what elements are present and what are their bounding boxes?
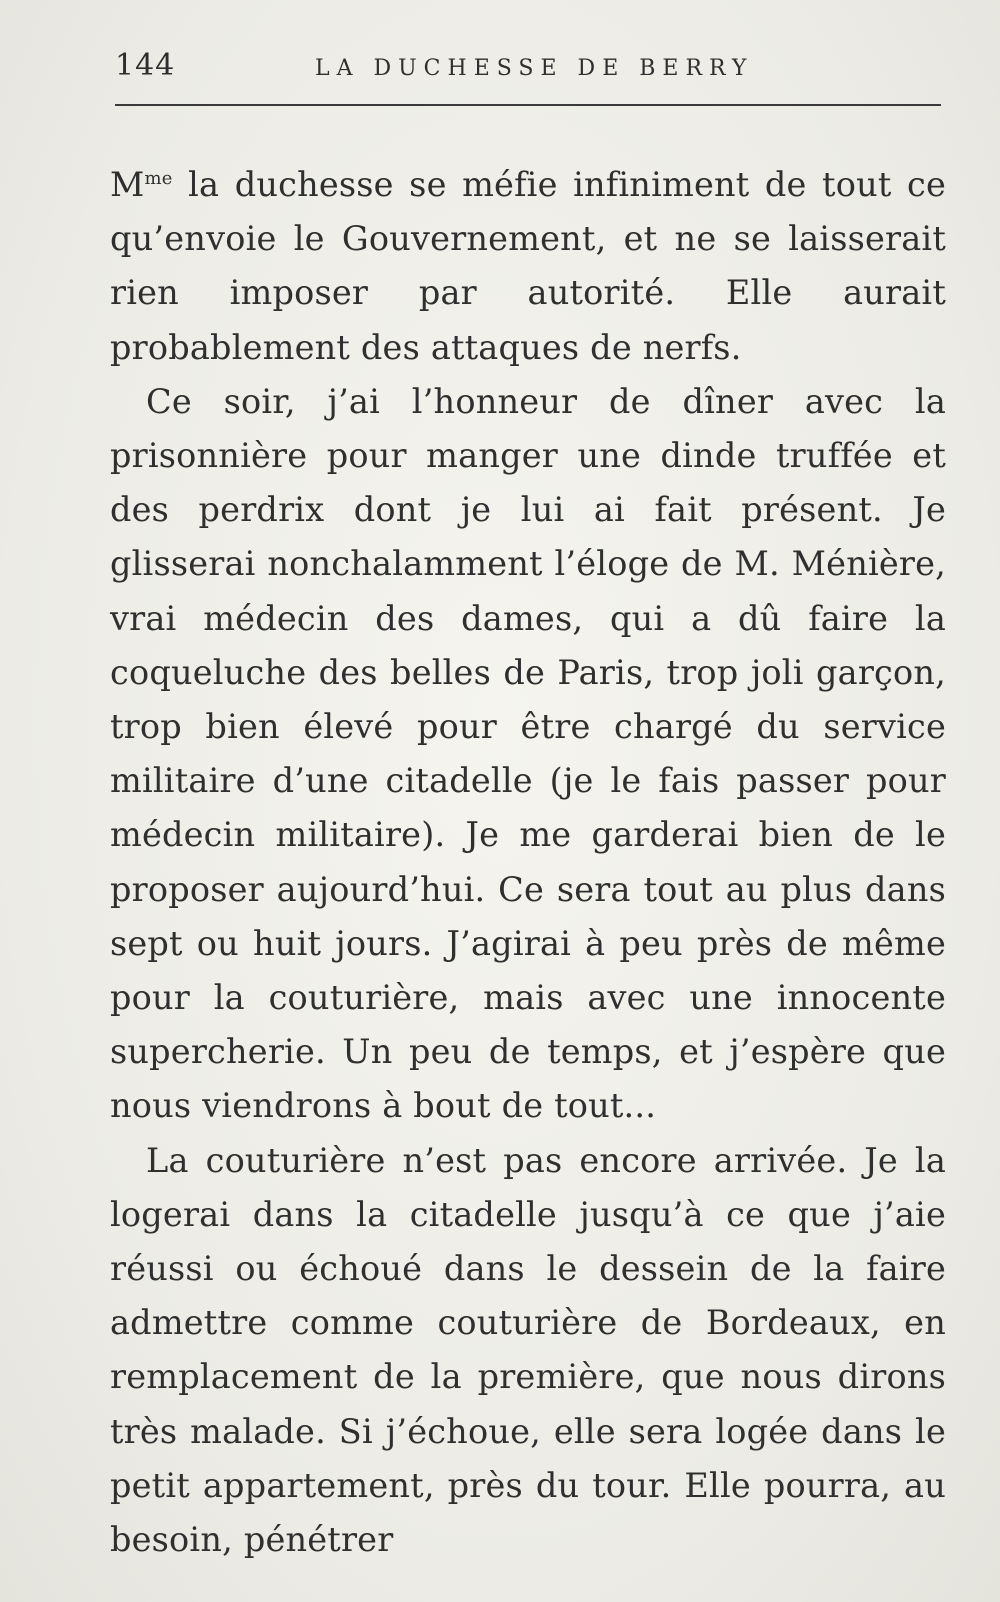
paragraph-2: Ce soir, j’ai l’honneur de dîner avec la prisonnière pour manger une dinde truffée et des perdrix dont je lui ai fait présent. Je glisserai nonchalamment l’éloge de M. Ménière, vrai médecin des dames, qui a dû faire la coqueluche des belles de Paris, trop joli garçon, trop bien élevé pour être chargé du service militaire d’une citadelle (je le fais passer pour médecin militaire). Je me garderai bien de le proposer aujourd’hui. Ce sera tout au plus dans sept ou huit jours. J’agirai à peu près de même pour la couturière, mais avec une innocente supercherie. Un peu de temps, et j’espère que nous viendrons à bout de tout... [110,381,946,1126]
paragraph-1 [110,158,946,375]
paragraph-3: La couturière n’est pas encore arrivée. Je la logerai dans la citadelle jusqu’à ce que j’aie réussi ou échoué dans le dessein de la faire admettre comme couturière de Bordeaux, en remplacement de la première, que nous dirons très malade. Si j’échoue, elle sera logée dans le petit appartement, près du tour. Elle pourra, au besoin, pénétrer [110,1140,946,1560]
paragraph-1-text: la duchesse se méfie infiniment de tout ce qu’envoie le Gouvernement, et ne se laisserait rien imposer par autorité. Elle aurait probablement des attaques de nerfs. [110,165,946,367]
page-number: 144 [115,48,176,83]
body-text [110,158,946,1567]
running-head [115,48,945,98]
honorific-prefix: M [110,165,145,204]
header-rule [115,104,941,106]
honorific-superscript: me [144,168,173,189]
running-title: LA DUCHESSE DE BERRY [315,56,754,81]
